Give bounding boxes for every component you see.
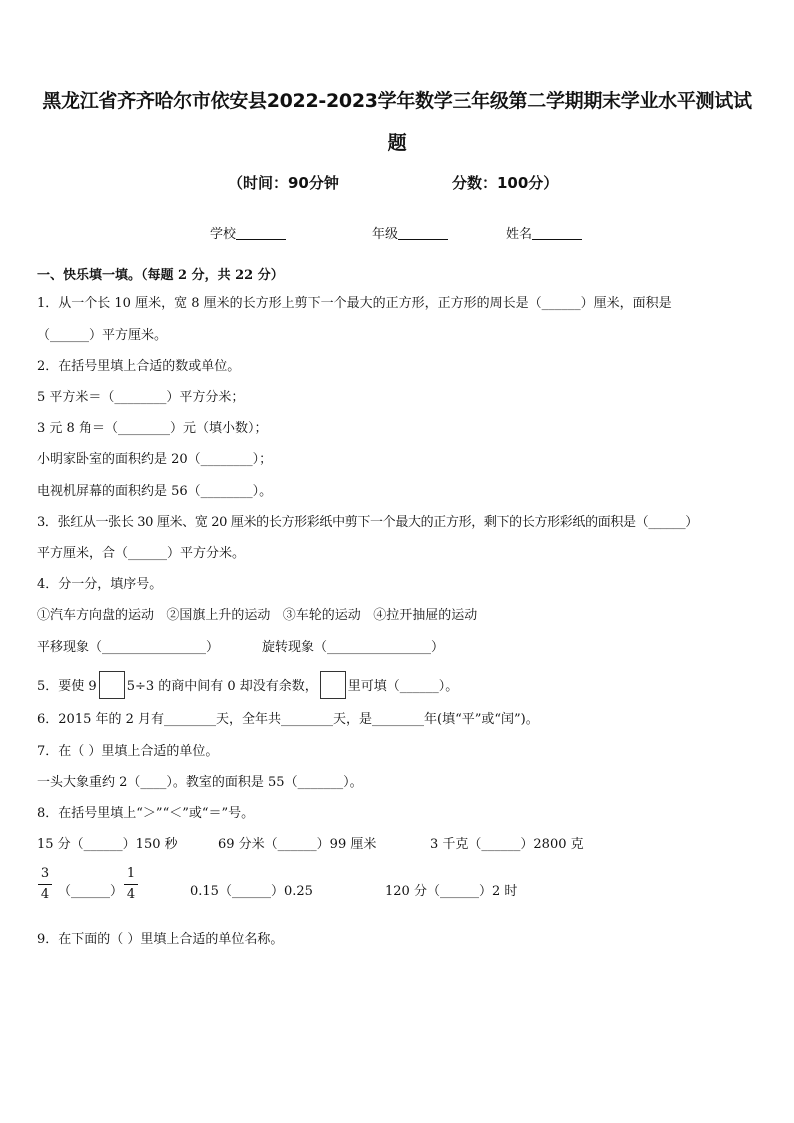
- q8-r2c: 120 分（______）2 时: [385, 884, 518, 899]
- school-field: [210, 223, 286, 242]
- q2-stem: 2．在括号里填上合适的数或单位。: [37, 359, 241, 374]
- q7-stem: 7．在（ ）里填上合适的单位。: [37, 744, 219, 759]
- school-label: 学校: [210, 227, 237, 242]
- name-blank: [532, 227, 582, 240]
- exam-title-line2: 题: [387, 132, 407, 154]
- q5-digit-box-ref: [320, 671, 346, 699]
- fraction-right-numerator: 1: [126, 866, 136, 881]
- q8-fraction-right: [124, 866, 138, 903]
- q3-line1: 3．张红从一张长 30 厘米、宽 20 厘米的长方形彩纸中剪下一个最大的正方形，剩下的长方形彩纸的面积是（______）: [37, 515, 698, 530]
- q7-line: 一头大象重约 2（____）。教室的面积是 55（_______）。: [37, 775, 363, 790]
- fraction-left-denominator: 4: [40, 887, 50, 902]
- grade-label: 年级: [372, 227, 399, 242]
- q5-digit-box: [99, 671, 125, 699]
- q9-stem: 9．在下面的（ ）里填上合适的单位名称。: [37, 932, 284, 947]
- exam-title-line1: 黑龙江省齐齐哈尔市依安县2022-2023学年数学三年级第二学期期末学业水平测试试: [42, 90, 752, 112]
- q5-line: [37, 671, 458, 699]
- fraction-right-bar: [124, 884, 138, 885]
- q8-r1c: 3 千克（______）2800 克: [430, 837, 584, 852]
- q6-text: 6．2015 年的 2 月有________天，全年共________天，是________年(填“平”或“闰”)。: [37, 712, 539, 727]
- grade-blank: [398, 227, 448, 240]
- fraction-left-bar: [38, 884, 52, 885]
- grade-field: [372, 223, 448, 242]
- q2-c: 小明家卧室的面积约是 20（________）；: [37, 452, 273, 467]
- exam-score: 分数：100分）: [452, 174, 559, 192]
- name-label: 姓名: [506, 227, 533, 242]
- q4-rotate: 旋转现象（________________）: [262, 640, 445, 655]
- q2-b: 3 元 8 角＝（________）元（填小数）；: [37, 421, 268, 436]
- q3-line2: 平方厘米，合（______）平方分米。: [37, 546, 246, 561]
- q8-fraction-blank: （______）: [58, 884, 124, 899]
- q2-a: 5 平方米＝（________）平方分米；: [37, 390, 245, 405]
- q4-options: ①汽车方向盘的运动 ②国旗上升的运动 ③车轮的运动 ④拉开抽屉的运动: [37, 608, 478, 623]
- q8-r1b: 69 分米（______）99 厘米: [218, 837, 377, 852]
- school-blank: [236, 227, 286, 240]
- q8-stem: 8．在括号里填上“＞”“＜”或“＝”号。: [37, 806, 255, 821]
- fraction-left-numerator: 3: [40, 866, 50, 881]
- q5-part2: 5÷3 的商中间有 0 却没有余数，: [126, 679, 318, 694]
- q4-stem: 4．分一分，填序号。: [37, 577, 163, 592]
- q8-r2b: 0.15（______）0.25: [190, 884, 313, 899]
- q5-part1: 5．要使 9: [37, 679, 97, 694]
- q2-d: 电视机屏幕的面积约是 56（________）。: [37, 484, 273, 499]
- q1-line2: （______）平方厘米。: [37, 328, 168, 343]
- name-field: [506, 223, 582, 242]
- q1-line1: 1．从一个长 10 厘米，宽 8 厘米的长方形上剪下一个最大的正方形，正方形的周长是（______）厘米，面积是: [37, 296, 672, 311]
- section1-heading: 一、快乐填一填。（每题 2 分，共 22 分）: [37, 268, 284, 283]
- q8-r1a: 15 分（______）150 秒: [37, 837, 178, 852]
- q8-fraction-left: [38, 866, 52, 903]
- q4-translate: 平移现象（________________）: [37, 640, 220, 655]
- q5-part3: 里可填（______）。: [347, 679, 459, 694]
- fraction-right-denominator: 4: [126, 887, 136, 902]
- exam-time: （时间：90分钟: [228, 174, 339, 192]
